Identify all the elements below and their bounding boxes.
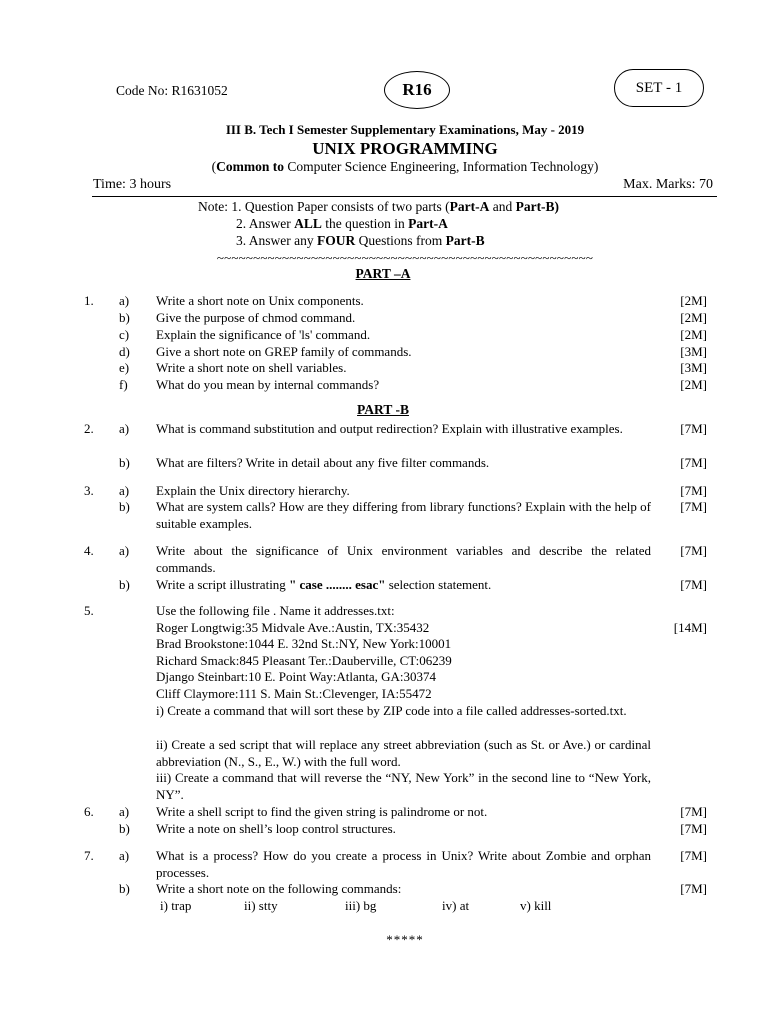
item-label: f) <box>119 377 128 392</box>
question-number: 5. <box>84 603 94 618</box>
intro-text: Use the following file . Name it addresses.txt: <box>156 603 395 618</box>
note-2-all: ALL <box>294 215 322 231</box>
question-text: Write a short note on shell variables. <box>156 360 347 375</box>
item-label: a) <box>119 483 130 498</box>
question-text: Write a short note on the following commands: <box>156 881 402 896</box>
question-text: Write a short note on Unix components. <box>156 293 364 308</box>
note-1-and: and <box>489 199 516 214</box>
question-text: What do you mean by internal commands? <box>156 377 380 392</box>
question-text: What are system calls? How are they differing from library functions? Explain with the help of suitable examples. <box>156 499 651 531</box>
note-1 <box>198 199 559 216</box>
item-label: b) <box>119 310 130 325</box>
marks: [3M] <box>680 360 707 375</box>
separator-line: ~~~~~~~~~~~~~~~~~~~~~~~~~~~~~~~~~~~~~~~~~~~~~~~~~~~~ <box>216 250 594 265</box>
question-text: What is command substitution and output redirection? Explain with illustrative examples. <box>156 421 623 436</box>
marks: [2M] <box>680 327 707 342</box>
marks: [7M] <box>680 848 707 863</box>
marks: [7M] <box>680 499 707 514</box>
subject-title: UNIX PROGRAMMING <box>312 139 498 158</box>
address-record: Django Steinbart:10 E. Point Way:Atlanta, GA:30374 <box>156 669 436 685</box>
marks: [14M] <box>673 620 707 635</box>
exam-title: III B. Tech I Semester Supplementary Examinations, May - 2019 <box>225 122 585 137</box>
question-number: 7. <box>84 848 94 863</box>
script-text: Write a script illustrating <box>156 577 290 592</box>
item-label: b) <box>119 499 130 514</box>
marks: [2M] <box>680 310 707 325</box>
item-label: a) <box>119 293 130 308</box>
item-label: a) <box>119 804 130 819</box>
item-label: a) <box>119 543 130 558</box>
part-b-heading: PART -B <box>357 402 409 417</box>
question-text: Give a short note on GREP family of commands. <box>156 344 412 359</box>
end-of-paper-mark: ***** <box>386 932 424 947</box>
address-record: Roger Longtwig:35 Midvale Ave.:Austin, TX:35432 <box>156 619 430 635</box>
question-text: Write a shell script to find the given string is palindrome or not. <box>156 804 488 819</box>
marks: [7M] <box>680 881 707 896</box>
question-text: Write a note on shell’s loop control structures. <box>156 821 396 836</box>
common-bold: Common to <box>216 159 284 174</box>
note-3-part: Part-B <box>445 232 485 248</box>
address-record: Brad Brookstone:1044 E. 32nd St.:NY, New York:10001 <box>156 636 452 652</box>
item-label: b) <box>119 881 130 896</box>
task-text: i) Create a command that will sort these by ZIP code into a file called addresses-sorted.txt. <box>156 703 627 718</box>
common-to-line <box>0 159 770 176</box>
address-file-block <box>156 603 651 703</box>
question-text: Explain the Unix directory hierarchy. <box>156 483 350 498</box>
max-marks: Max. Marks: 70 <box>623 177 713 192</box>
note-3 <box>198 233 559 250</box>
marks: [3M] <box>680 344 707 359</box>
marks: [7M] <box>680 483 707 498</box>
item-label: a) <box>119 848 130 863</box>
question-number: 3. <box>84 483 94 498</box>
marks: [7M] <box>680 455 707 470</box>
item-label: b) <box>119 455 130 470</box>
command-item: i) trap <box>160 898 192 913</box>
note-1-text: Note: 1. Question Paper consists of two parts ( <box>198 199 450 214</box>
marks: [7M] <box>680 421 707 436</box>
question-text: What are filters? Write in detail about any five filter commands. <box>156 455 490 470</box>
command-item: ii) stty <box>244 898 278 913</box>
note-2-part: Part-A <box>408 215 448 231</box>
code-number: Code No: R1631052 <box>116 83 228 98</box>
part-a-heading: PART –A <box>355 266 411 281</box>
question-number: 4. <box>84 543 94 558</box>
marks: [7M] <box>680 577 707 592</box>
item-label: b) <box>119 821 130 836</box>
question-number: 6. <box>84 804 94 819</box>
command-item: iii) bg <box>345 898 377 913</box>
marks: [7M] <box>680 543 707 558</box>
address-record: Richard Smack:845 Pleasant Ter.:Dauberville, CT:06239 <box>156 652 452 668</box>
instructions <box>198 199 559 249</box>
note-3-four: FOUR <box>317 232 356 248</box>
time-allowed: Time: 3 hours <box>93 177 172 192</box>
note-1-part-b: Part-B) <box>515 199 560 214</box>
question-text: What is a process? How do you create a process in Unix? Write about Zombie and orphan processes. <box>156 848 651 880</box>
common-prefix: ( <box>211 159 217 174</box>
question-text <box>156 577 651 594</box>
note-3-text: 3. Answer any <box>236 232 317 248</box>
marks: [2M] <box>680 293 707 308</box>
note-2 <box>198 216 559 233</box>
set-badge: SET - 1 <box>614 69 704 107</box>
note-3-mid: Questions from <box>355 232 446 248</box>
note-2-mid: the question in <box>321 215 409 231</box>
task-text: ii) Create a sed script that will replace any street abbreviation (such as St. or Ave.) or cardinal abbreviation (N., S., E., W.) with the full word. <box>156 737 651 769</box>
item-label: c) <box>119 327 130 342</box>
command-item: iv) at <box>442 898 470 913</box>
marks: [7M] <box>680 821 707 836</box>
task-text: iii) Create a command that will reverse the “NY, New York” in the second line to “New York, NY”. <box>156 770 651 802</box>
regulation-badge: R16 <box>384 71 450 109</box>
command-list <box>160 898 551 915</box>
question-text: Explain the significance of 'ls' command. <box>156 327 371 342</box>
marks: [2M] <box>680 377 707 392</box>
marks: [7M] <box>680 804 707 819</box>
script-text-end: selection statement. <box>385 577 492 592</box>
note-1-part-a: Part-A <box>449 199 490 214</box>
item-label: b) <box>119 577 130 592</box>
header-divider <box>92 196 717 197</box>
case-esac: " case ........ esac" <box>289 577 386 592</box>
note-2-text: 2. Answer <box>236 215 295 231</box>
question-text: Write about the significance of Unix environment variables and describe the related commands. <box>156 543 651 575</box>
command-item: v) kill <box>520 898 552 913</box>
question-number: 2. <box>84 421 94 436</box>
item-label: e) <box>119 360 130 375</box>
item-label: d) <box>119 344 130 359</box>
question-number: 1. <box>84 293 94 308</box>
common-rest: Computer Science Engineering, Information Technology) <box>283 159 599 174</box>
address-record: Cliff Claymore:111 S. Main St.:Clevenger, IA:55472 <box>156 685 432 701</box>
question-text: Give the purpose of chmod command. <box>156 310 356 325</box>
item-label: a) <box>119 421 130 436</box>
